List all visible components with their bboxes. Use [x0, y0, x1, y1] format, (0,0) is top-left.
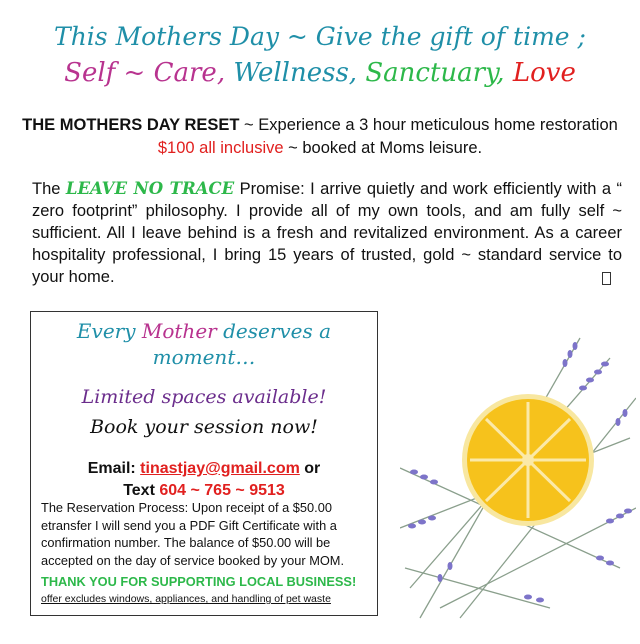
headline-word-wellness: Wellness, [233, 58, 358, 88]
reset-paragraph [20, 114, 620, 160]
thank-you-banner: THANK YOU FOR SUPPORTING LOCAL BUSINESS! [41, 574, 357, 589]
reset-title: THE MOTHERS DAY RESET [22, 116, 240, 134]
email-link[interactable]: tinastjay@gmail.com [140, 460, 300, 477]
promise-pre: The [32, 180, 66, 198]
deserves-word: deserves a [223, 319, 332, 343]
lemon-lavender-photo [400, 318, 636, 628]
headline-word-sanctuary: Sanctuary, [365, 58, 505, 88]
promise-body: Promise: I arrive quietly and work efficiently with a “ zero footprint” philosophy. I provide all of my own tools, and am fully self ~ sufficient. All I leave behind is a fresh and revitalized environment. As a career hospitality professional, I bring 15 years of trusted, gold ~ standard service to your home. [32, 180, 622, 286]
book-session-text: Book your session now! [90, 416, 318, 438]
mother-word: Mother [141, 319, 224, 343]
reset-price: $100 all inclusive [157, 139, 284, 157]
limited-spaces-text: Limited spaces available! [81, 386, 327, 408]
headline-line-2 [0, 58, 640, 88]
phone-number[interactable]: 604 ~ 765 ~ 9513 [159, 482, 285, 499]
lemon-slice-illustration-icon [462, 394, 594, 526]
every-word: Every [76, 319, 142, 343]
text-cursor-glyph-icon [602, 272, 611, 285]
email-tail: or [299, 460, 321, 477]
text-label: Text [123, 482, 160, 499]
reset-text-2: ~ booked at Moms leisure. [283, 139, 483, 157]
email-label: Email: [87, 460, 141, 477]
reservation-process: The Reservation Process: Upon receipt of a $50.00 etransfer I will send you a PDF Gift Certificate with a confirmation number. The balance of $50.00 will be accepted on the day of service booked by your MOM. [41, 500, 345, 568]
booking-box [30, 311, 378, 616]
reset-text-1: Experience a 3 hour meticulous home restoration [258, 116, 618, 134]
every-mother-heading [31, 318, 377, 370]
reset-separator: ~ [239, 116, 259, 134]
contact-block [31, 458, 377, 502]
moment-word: moment… [152, 345, 256, 369]
headline-word-self-care: Self ~ Care, [64, 58, 226, 88]
leave-no-trace-brand: LEAVE NO TRACE [65, 179, 235, 198]
headline-word-love: Love [512, 58, 576, 88]
headline-line-1: This Mothers Day ~ Give the gift of time ; [54, 22, 586, 51]
offer-exclusions: offer excludes windows, appliances, and handling of pet waste [41, 593, 331, 605]
promise-paragraph [32, 178, 622, 288]
